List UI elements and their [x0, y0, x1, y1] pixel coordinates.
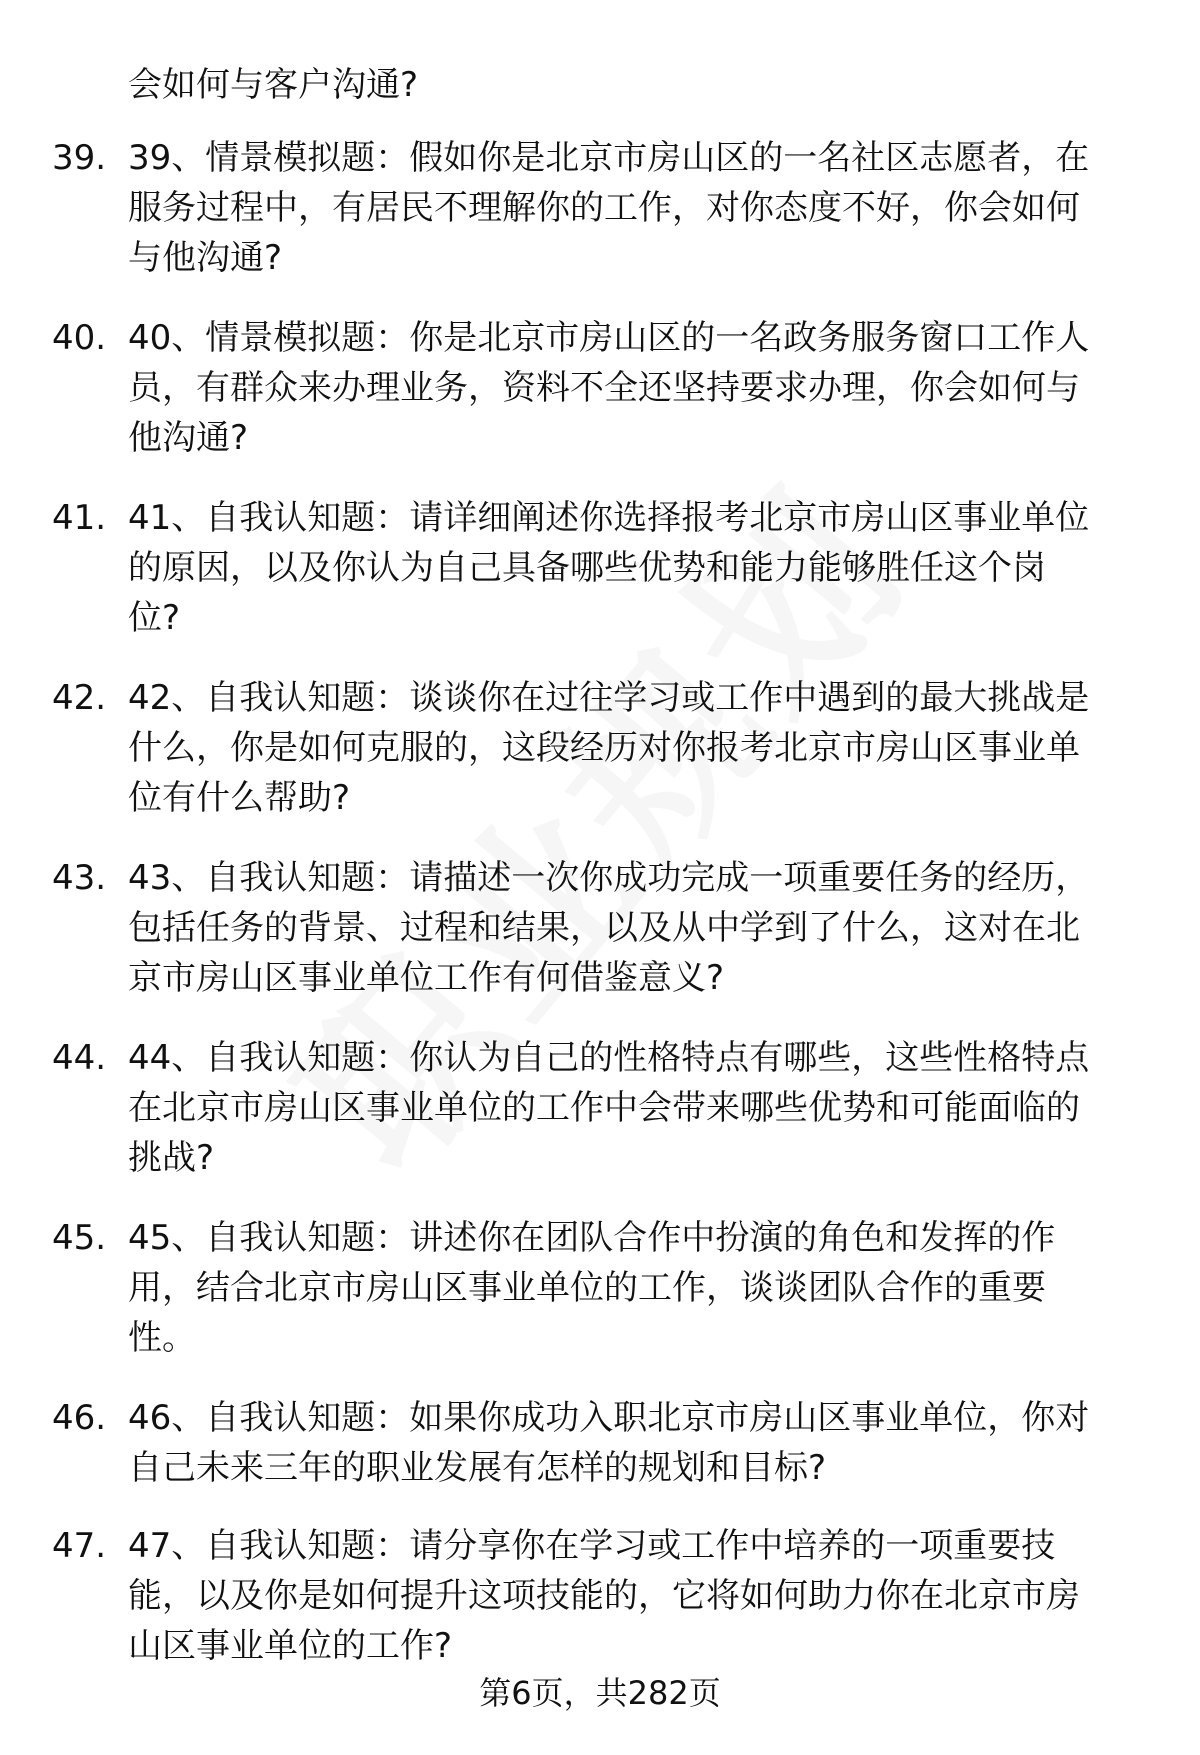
question-number: 47. [52, 1526, 107, 1566]
question-line: 包括任务的背景、过程和结果，以及从中学到了什么，这对在北 [128, 908, 1080, 948]
question-line: 位有什么帮助? [128, 778, 351, 818]
page-footer: 第6页，共282页 [479, 1674, 721, 1712]
question-item-43 [0, 853, 1200, 1003]
question-line: 40、情景模拟题：你是北京市房山区的一名政务服务窗口工作人 [128, 318, 1090, 358]
question-item-45 [0, 1213, 1200, 1363]
question-line: 45、自我认知题：讲述你在团队合作中扮演的角色和发挥的作 [128, 1218, 1056, 1258]
question-line: 42、自我认知题：谈谈你在过往学习或工作中遇到的最大挑战是 [128, 678, 1090, 718]
question-line: 能，以及你是如何提升这项技能的，它将如何助力你在北京市房 [128, 1576, 1080, 1616]
question-line: 46、自我认知题：如果你成功入职北京市房山区事业单位，你对 [128, 1398, 1090, 1438]
continuation-text: 会如何与客户沟通? [128, 65, 419, 105]
question-line: 位? [128, 598, 181, 638]
question-number: 43. [52, 858, 107, 898]
question-item-46 [0, 1393, 1200, 1493]
question-line: 挑战? [128, 1138, 215, 1178]
question-line: 什么，你是如何克服的，这段经历对你报考北京市房山区事业单 [128, 728, 1080, 768]
question-item-41 [0, 493, 1200, 643]
question-item-42 [0, 673, 1200, 823]
question-number: 39. [52, 138, 107, 178]
question-line: 山区事业单位的工作? [128, 1626, 453, 1666]
question-line: 服务过程中，有居民不理解你的工作，对你态度不好，你会如何 [128, 188, 1080, 228]
question-number: 44. [52, 1038, 107, 1078]
question-item-40 [0, 313, 1200, 463]
question-item-47 [0, 1521, 1200, 1671]
question-line: 性。 [128, 1318, 196, 1358]
question-line: 47、自我认知题：请分享你在学习或工作中培养的一项重要技 [128, 1526, 1056, 1566]
question-line: 用，结合北京市房山区事业单位的工作，谈谈团队合作的重要 [128, 1268, 1046, 1308]
question-number: 41. [52, 498, 107, 538]
question-line: 在北京市房山区事业单位的工作中会带来哪些优势和可能面临的 [128, 1088, 1080, 1128]
question-line: 京市房山区事业单位工作有何借鉴意义? [128, 958, 725, 998]
question-line: 与他沟通? [128, 238, 283, 278]
question-line: 员，有群众来办理业务，资料不全还坚持要求办理，你会如何与 [128, 368, 1080, 408]
question-item-44 [0, 1033, 1200, 1183]
question-number: 40. [52, 318, 107, 358]
question-line: 43、自我认知题：请描述一次你成功完成一项重要任务的经历， [128, 858, 1090, 898]
question-number: 42. [52, 678, 107, 718]
question-line: 41、自我认知题：请详细阐述你选择报考北京市房山区事业单位 [128, 498, 1090, 538]
question-item-39 [0, 133, 1200, 283]
question-line: 39、情景模拟题：假如你是北京市房山区的一名社区志愿者，在 [128, 138, 1090, 178]
question-line: 自己未来三年的职业发展有怎样的规划和目标? [128, 1448, 827, 1488]
question-line: 的原因，以及你认为自己具备哪些优势和能力能够胜任这个岗 [128, 548, 1046, 588]
question-number: 46. [52, 1398, 107, 1438]
question-line: 44、自我认知题：你认为自己的性格特点有哪些，这些性格特点 [128, 1038, 1090, 1078]
question-number: 45. [52, 1218, 107, 1258]
question-line: 他沟通? [128, 418, 249, 458]
